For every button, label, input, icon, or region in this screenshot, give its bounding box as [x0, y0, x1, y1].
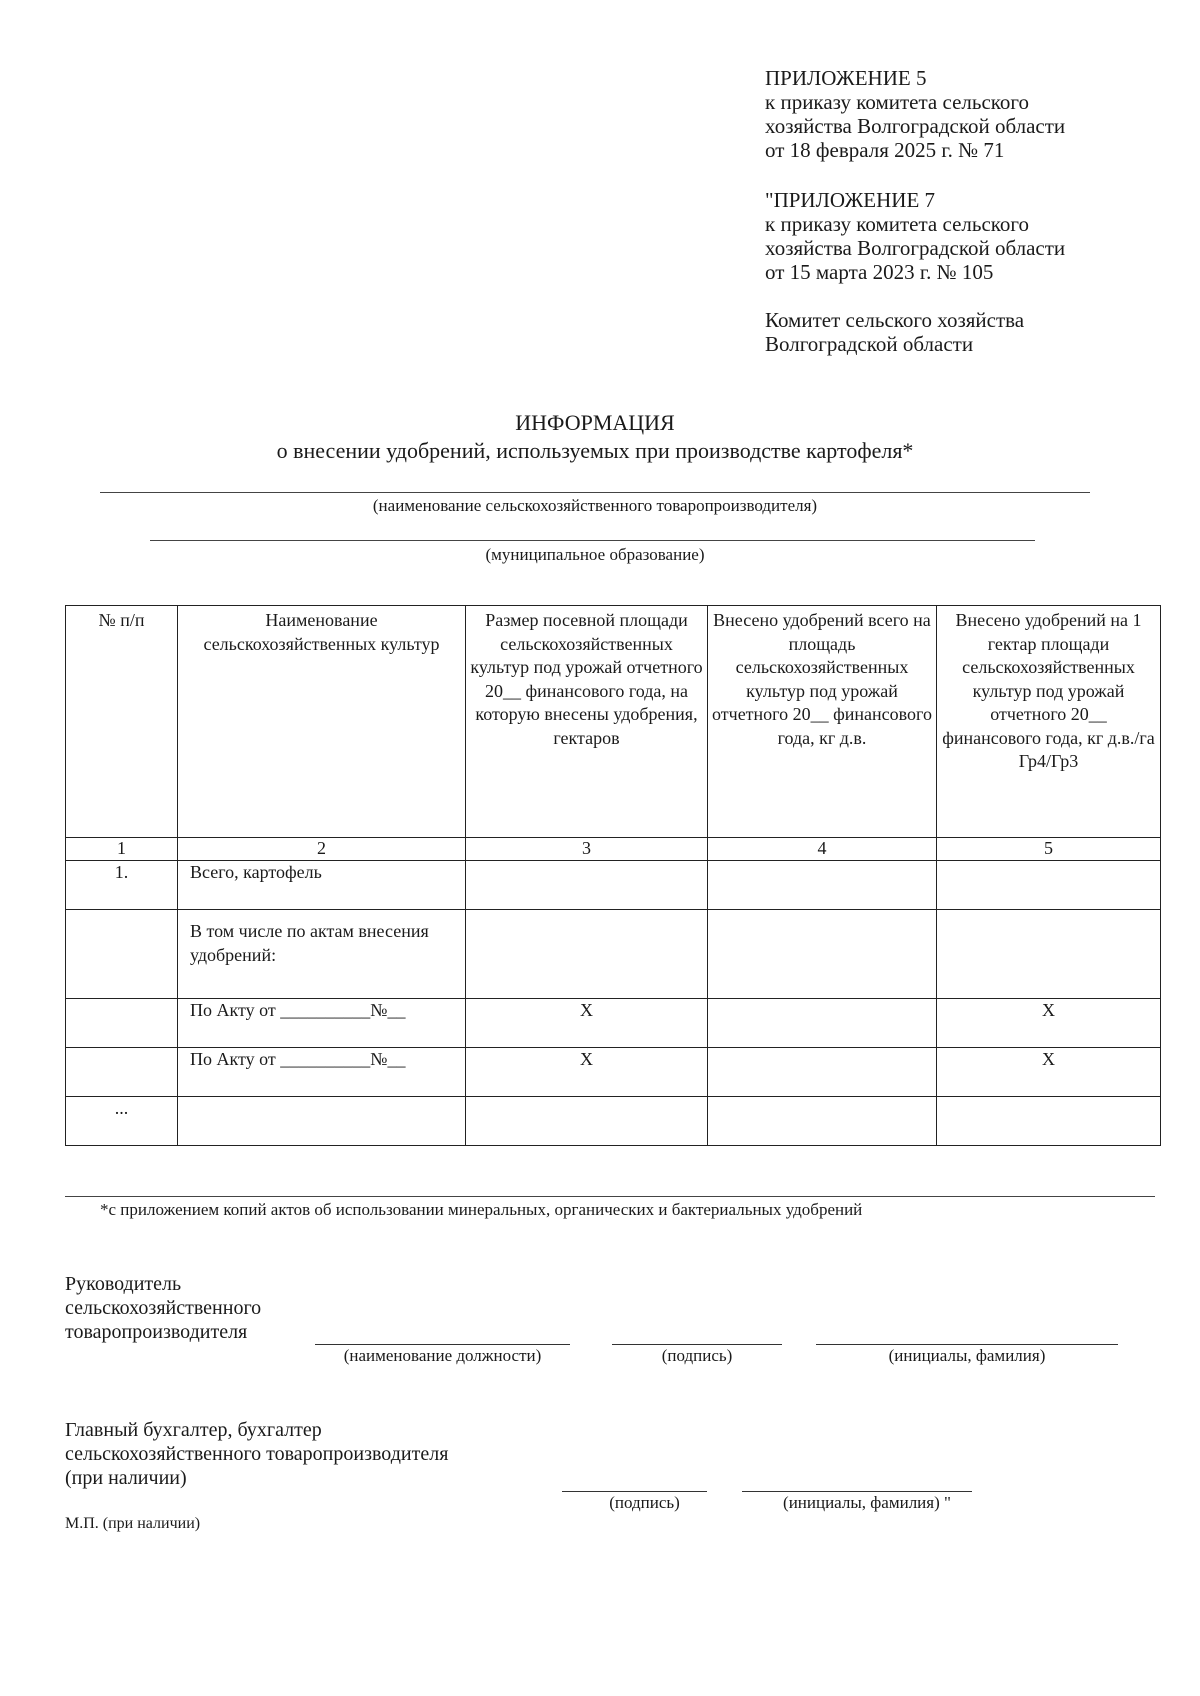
appendix-7-line: "ПРИЛОЖЕНИЕ 7 [765, 188, 936, 212]
appendix-5-line: ПРИЛОЖЕНИЕ 5 [765, 66, 927, 90]
table-cell: X [937, 1048, 1161, 1097]
appendix-5-block [765, 66, 1065, 162]
signature-caption: (подпись) [661, 1346, 733, 1365]
accountant-label-line: (при наличии) [65, 1467, 187, 1489]
head-signature-label [65, 1272, 261, 1344]
head-signature-line [612, 1344, 782, 1345]
table-row [66, 1048, 1161, 1097]
table-cell [66, 1048, 178, 1097]
stamp-place-label: М.П. (при наличии) [65, 1515, 201, 1532]
producer-name-line [100, 492, 1090, 493]
table-cell: X [466, 999, 708, 1048]
municipality-caption: (муниципальное образование) [485, 545, 705, 564]
column-number: 2 [178, 838, 466, 861]
table-cell [708, 1097, 937, 1146]
appendix-7-block [765, 188, 1065, 284]
footnote-divider [65, 1196, 1155, 1197]
table-cell [708, 1048, 937, 1097]
table-cell: 1. [66, 861, 178, 910]
footnote: *с приложением копий актов об использовании минеральных, органических и бактериальных удобрений [100, 1200, 863, 1219]
appendix-5-line: к приказу комитета сельского [765, 90, 1030, 114]
table-header-cell: Внесено удобрений на 1 гектар площади сельскохозяйственных культур под урожай отчетного 20__ финансового года, кг д.в./га Гр4/Гр3 [937, 606, 1161, 838]
table-header-cell: Размер посевной площади сельскохозяйственных культур под урожай отчетного 20__ финансового года, на которую внесены удобрения, гектаров [466, 606, 708, 838]
table-cell [937, 861, 1161, 910]
recipient-line: Комитет сельского хозяйства [765, 308, 1025, 332]
table-cell [937, 1097, 1161, 1146]
appendix-7-line: к приказу комитета сельского [765, 212, 1030, 236]
table-row [66, 999, 1161, 1048]
table-cell: В том числе по актам внесения удобрений: [178, 910, 466, 999]
accountant-initials-caption: (инициалы, фамилия) " [783, 1493, 951, 1512]
recipient-block [765, 308, 1024, 356]
column-number: 3 [466, 838, 708, 861]
table-column-numbers-row [66, 838, 1161, 861]
appendix-7-line: от 15 марта 2023 г. № 105 [765, 260, 994, 284]
table-header-row [66, 606, 1161, 838]
appendix-5-line: от 18 февраля 2025 г. № 71 [765, 138, 1005, 162]
head-name-signature-line [816, 1344, 1118, 1345]
accountant-name-line [742, 1491, 972, 1492]
table-row [66, 910, 1161, 999]
recipient-line: Волгоградской области [765, 332, 974, 356]
column-number: 1 [66, 838, 178, 861]
table-cell [466, 861, 708, 910]
table-header-cell: № п/п [66, 606, 178, 838]
position-caption: (наименование должности) [343, 1346, 542, 1365]
head-label-line: сельскохозяйственного [65, 1297, 262, 1319]
table-cell [708, 861, 937, 910]
producer-name-caption: (наименование сельскохозяйственного товаропроизводителя) [372, 496, 818, 515]
table-cell [708, 910, 937, 999]
accountant-signature-line [562, 1491, 707, 1492]
appendix-5-line: хозяйства Волгоградской области [765, 114, 1066, 138]
table-cell: По Акту от __________№__ [178, 1048, 466, 1097]
table-cell: По Акту от __________№__ [178, 999, 466, 1048]
table-cell [937, 910, 1161, 999]
column-number: 4 [708, 838, 937, 861]
position-signature-line [315, 1344, 570, 1345]
table-cell [66, 999, 178, 1048]
column-number: 5 [937, 838, 1161, 861]
table-cell: X [466, 1048, 708, 1097]
table-cell: ... [66, 1097, 178, 1146]
table-header-cell: Внесено удобрений всего на площадь сельскохозяйственных культур под урожай отчетного 20__ финансового года, кг д.в. [708, 606, 937, 838]
accountant-signature-caption: (подпись) [609, 1493, 680, 1512]
table-cell [66, 910, 178, 999]
table-cell: X [937, 999, 1161, 1048]
table-cell [708, 999, 937, 1048]
table-cell: Всего, картофель [178, 861, 466, 910]
accountant-label-line: сельскохозяйственного товаропроизводителя [65, 1443, 449, 1465]
head-label-line: товаропроизводителя [65, 1321, 248, 1343]
table-cell [466, 1097, 708, 1146]
head-label-line: Руководитель [65, 1273, 182, 1295]
document-title: ИНФОРМАЦИЯ [515, 410, 675, 435]
table-cell [178, 1097, 466, 1146]
document-subtitle: о внесении удобрений, используемых при производстве картофеля* [276, 438, 914, 463]
table-cell [466, 910, 708, 999]
table-header-cell: Наименование сельскохозяйственных культур [178, 606, 466, 838]
table-row [66, 861, 1161, 910]
municipality-line [150, 540, 1035, 541]
accountant-label-line: Главный бухгалтер, бухгалтер [65, 1419, 322, 1441]
initials-caption: (инициалы, фамилия) [888, 1346, 1046, 1365]
appendix-7-line: хозяйства Волгоградской области [765, 236, 1066, 260]
accountant-signature-label [65, 1418, 448, 1490]
fertilizer-table [65, 605, 1161, 1146]
table-row [66, 1097, 1161, 1146]
